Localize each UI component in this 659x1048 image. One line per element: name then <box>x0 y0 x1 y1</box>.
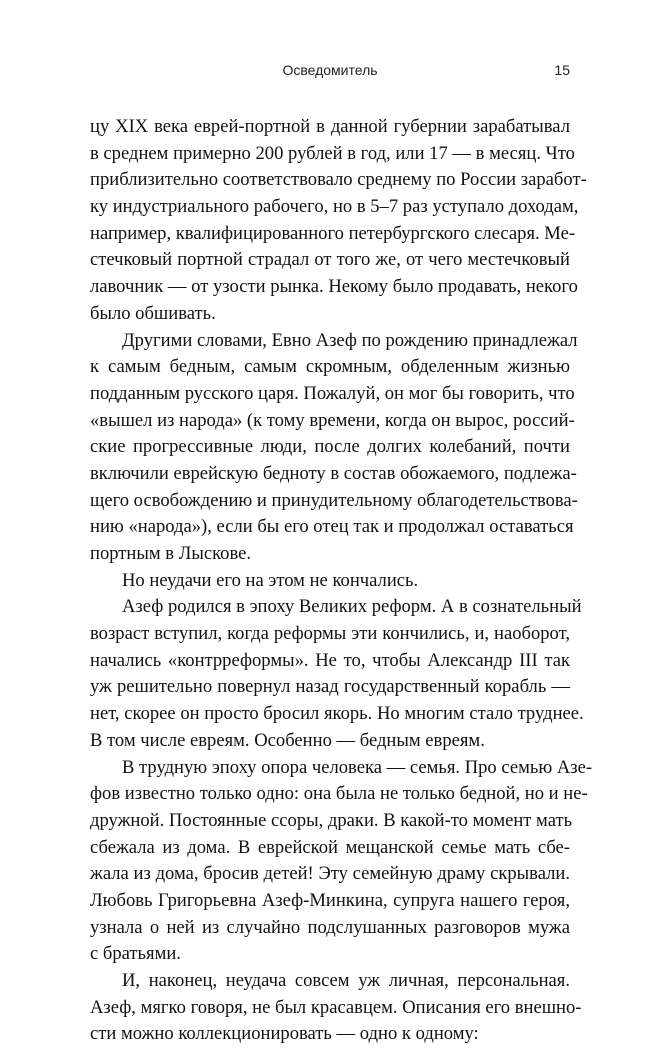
text-line: сти можно коллекционировать — одно к одному: <box>90 1023 479 1045</box>
text-line: узнала о ней из случайно подслушанных разговоров мужа <box>90 916 570 938</box>
text-line: В том числе евреям. Особенно — бедным евреям. <box>90 729 485 751</box>
text-line: возраст вступил, когда реформы эти кончились, и, наоборот, <box>90 623 570 645</box>
text-line: в среднем примерно 200 рублей в год, или 17 — в месяц. Что <box>90 142 575 164</box>
text-line: В трудную эпоху опора человека — семья. Про семью Азе- <box>122 756 593 778</box>
text-line: нию «народа»), если бы его отец так и продолжал оставаться <box>90 516 574 538</box>
text-line: приблизительно соответствовало среднему по России заработ- <box>90 169 587 191</box>
text-line: Но неудачи его на этом не кончались. <box>122 569 419 591</box>
text-line: включили еврейскую бедноту в состав обожаемого, подлежа- <box>90 462 577 484</box>
text-line: сбежала из дома. В еврейской мещанской семье мать сбе- <box>90 836 570 858</box>
text-line: стечковый портной страдал от того же, от чего местечковый <box>90 249 570 271</box>
page-number: 15 <box>554 62 570 78</box>
text-line: начались «контрреформы». Не то, чтобы Александр III так <box>90 649 570 671</box>
text-line: например, квалифицированного петербургского слесаря. Ме- <box>90 222 576 244</box>
text-line: ку индустриального рабочего, но в 5–7 раз уступало доходам, <box>90 196 579 218</box>
text-line: к самым бедным, самым скромным, обделенным жизнью <box>90 356 570 378</box>
text-line: нет, скорее он просто бросил якорь. Но многим стало труднее. <box>90 703 584 725</box>
running-title: Осведомитель <box>282 62 378 78</box>
text-line: лавочник — от узости рынка. Некому было продавать, некого <box>90 276 578 298</box>
text-line: Азеф родился в эпоху Великих реформ. А в сознательный <box>122 596 582 618</box>
text-line: Азеф, мягко говоря, не был красавцем. Описания его внешно- <box>90 996 582 1018</box>
text-line: подданным русского царя. Пожалуй, он мог бы говорить, что <box>90 382 575 404</box>
text-line: ские прогрессивные люди, после долгих колебаний, почти <box>90 436 570 458</box>
text-line: «вышел из народа» (к тому времени, когда он вырос, россий- <box>90 409 575 431</box>
text-line: цу XIX века еврей-портной в данной губернии зарабатывал <box>90 116 570 137</box>
text-line: щего освобождению и принудительному облагодетельствова- <box>90 489 578 511</box>
text-line: Любовь Григорьевна Азеф-Минкина, супруга нашего героя, <box>90 889 570 911</box>
text-line: фов известно только одно: она была не только бедной, но и не- <box>90 783 588 805</box>
body-text <box>90 114 593 1048</box>
text-line: Другими словами, Евно Азеф по рождению принадлежал <box>122 329 578 351</box>
text-line: было обшивать. <box>90 302 216 324</box>
text-line: дружной. Постоянные ссоры, драки. В какой-то момент мать <box>90 809 573 831</box>
text-line: портным в Лыскове. <box>90 543 252 564</box>
text-line: с братьями. <box>90 943 181 965</box>
text-line: уж решительно повернул назад государственный корабль — <box>90 676 570 698</box>
text-line: жала из дома, бросив детей! Эту семейную драму скрывали. <box>90 863 570 885</box>
text-line: И, наконец, неудача совсем уж личная, персональная. <box>122 970 570 991</box>
